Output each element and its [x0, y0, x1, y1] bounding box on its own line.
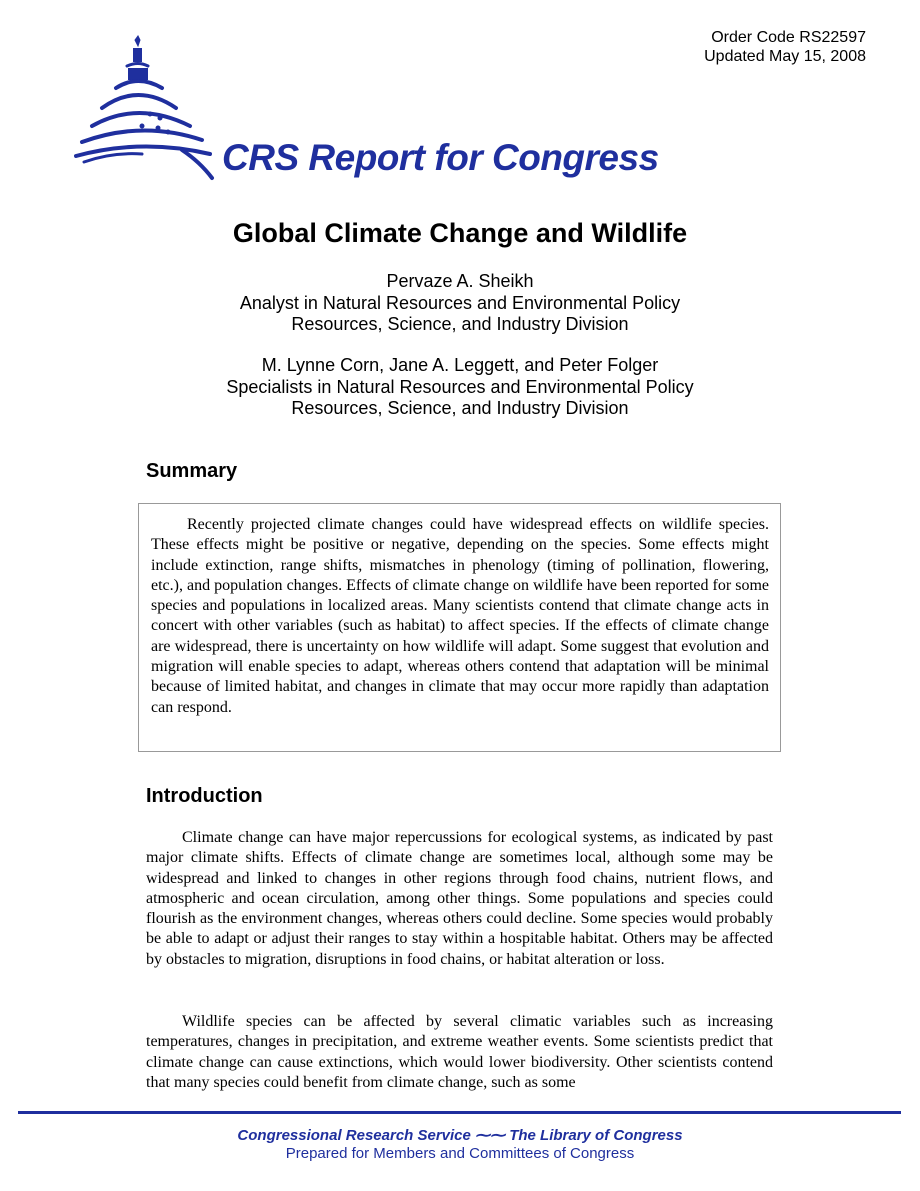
author-role: Specialists in Natural Resources and Environmental Policy [226, 376, 694, 397]
author-block [0, 355, 920, 420]
summary-heading: Summary [146, 460, 238, 482]
author-role: Analyst in Natural Resources and Environmental Policy [239, 292, 681, 313]
footer-subtitle: Prepared for Members and Committees of Congress [285, 1145, 635, 1162]
order-code: Order Code RS22597 [711, 29, 866, 46]
body-paragraph: Wildlife species can be affected by several climatic variables such as increasing temperatures, changes in precipitation, and extreme weather events. Some scientists predict that climate change can cause extinctions, which would lower biodiversity. Other scientists contend that many species could benefit from climate change, such as some [146, 1013, 773, 1091]
author-division: Resources, Science, and Industry Division [291, 398, 629, 418]
author-name: Pervaze A. Sheikh [386, 271, 534, 291]
footer-publisher: Congressional Research Service ⁓⁓ The Library of Congress [237, 1127, 683, 1144]
author-division: Resources, Science, and Industry Division [291, 314, 629, 334]
order-info [704, 28, 866, 66]
author-name: M. Lynne Corn, Jane A. Leggett, and Peter Folger [261, 355, 659, 375]
footer-divider [18, 1111, 901, 1114]
report-banner: CRS Report for Congress [222, 137, 659, 178]
introduction-heading: Introduction [146, 785, 263, 807]
updated-date: Updated May 15, 2008 [704, 48, 866, 65]
body-paragraph: Climate change can have major repercussions for ecological systems, as indicated by past major climate shifts. Effects of climate change are sometimes local, although some may be widespread and linked to changes in other regions through food chains, nutrient flows, and atmospheric and ocean circulation, among other things. Some populations and species could flourish as the environment changes, whereas others could decline. Some species would probably be able to adapt or adjust their ranges to stay within a hospitable habitat. Others may be affected by obstacles to migration, disruptions in food chains, or habitat alteration or loss. [146, 829, 773, 968]
capitol-dome-icon [72, 28, 217, 188]
author-block [0, 271, 920, 336]
summary-text: Recently projected climate changes could have widespread effects on wildlife species. These effects might be positive or negative, depending on the species. Some effects might include extinction, range shifts, mismatches in phenology (timing of pollination, flowering, etc.), and population changes. Effects of climate change on wildlife have been reported for some species and populations in localized areas. Many scientists contend that climate change acts in concert with other variables (such as habitat) to affect species. If the effects of climate change are widespread, there is uncertainty on how wildlife will adapt. Some suggest that evolution and migration will enable species to adapt, whereas others contend that adaptation will be minimal because of limited habitat, and changes in climate that may occur more rapidly than adaptation can respond. [151, 516, 769, 716]
document-title: Global Climate Change and Wildlife [232, 218, 688, 248]
